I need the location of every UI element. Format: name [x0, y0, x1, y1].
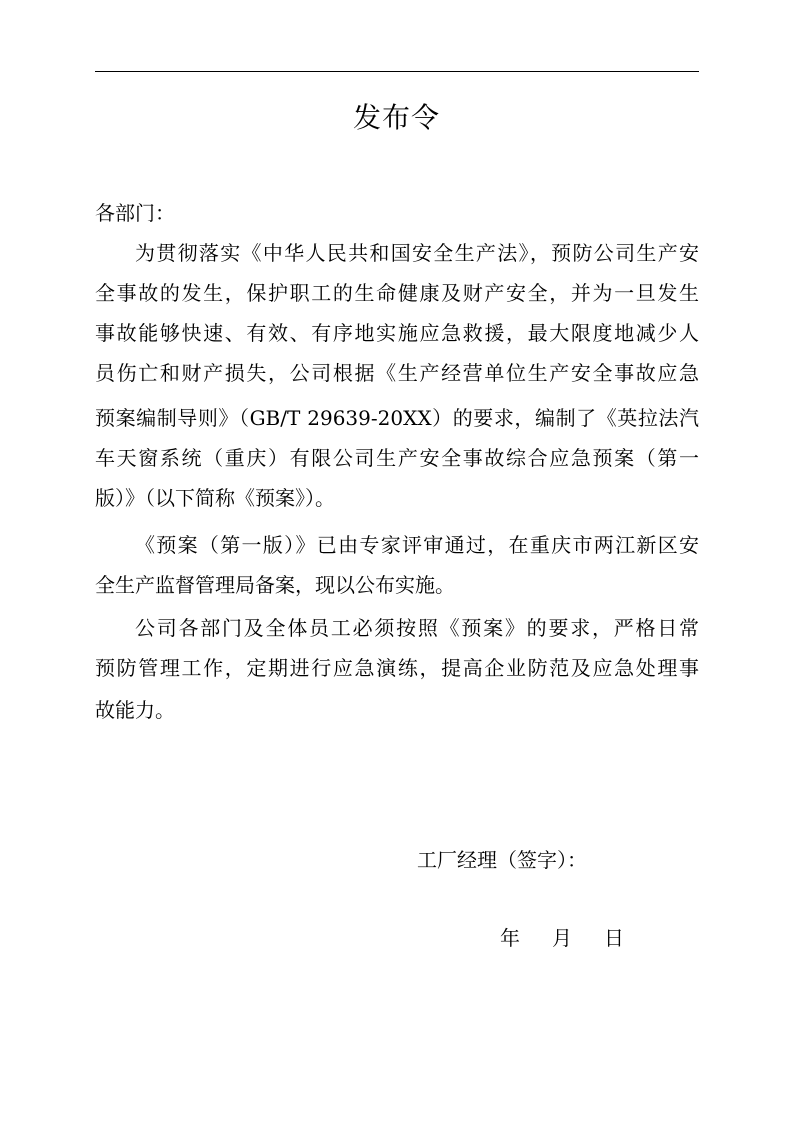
date-month: 月 — [552, 926, 572, 950]
paragraph-line: 全事故的发生，保护职工的生命健康及财产安全，并为一旦发生 — [95, 281, 699, 305]
paragraph-line: 故能力。 — [95, 698, 175, 722]
paragraph-line: 《预案（第一版）》已由专家评审通过，在重庆市两江新区安 — [135, 533, 699, 557]
paragraph-line: 员伤亡和财产损失，公司根据《生产经营单位生产安全事故应急 — [95, 361, 699, 385]
signature-label: 工厂经理（签字）： — [417, 848, 587, 872]
paragraph-line: 预案编制导则》（GB/T 29639-20XX）的要求，编制了《英拉法汽 — [95, 406, 699, 430]
date-year: 年 — [500, 926, 520, 950]
header-rule — [95, 71, 699, 72]
paragraph-line: 版）》（以下简称《预案》）。 — [95, 486, 335, 510]
paragraph-line: 预防管理工作，定期进行应急演练，提高企业防范及应急处理事 — [95, 656, 699, 680]
document-title: 发布令 — [352, 101, 440, 134]
paragraph-line: 为贯彻落实《中华人民共和国安全生产法》，预防公司生产安 — [135, 241, 699, 265]
paragraph-line: 车天窗系统（重庆）有限公司生产安全事故综合应急预案（第一 — [95, 446, 699, 470]
signature-date — [500, 923, 624, 953]
salutation: 各部门： — [95, 201, 175, 225]
paragraph-line: 公司各部门及全体员工必须按照《预案》的要求，严格日常 — [135, 616, 699, 640]
paragraph-line: 事故能够快速、有效、有序地实施应急救援，最大限度地减少人 — [95, 321, 699, 345]
date-day: 日 — [604, 926, 624, 950]
paragraph-line: 全生产监督管理局备案，现以公布实施。 — [95, 573, 455, 597]
